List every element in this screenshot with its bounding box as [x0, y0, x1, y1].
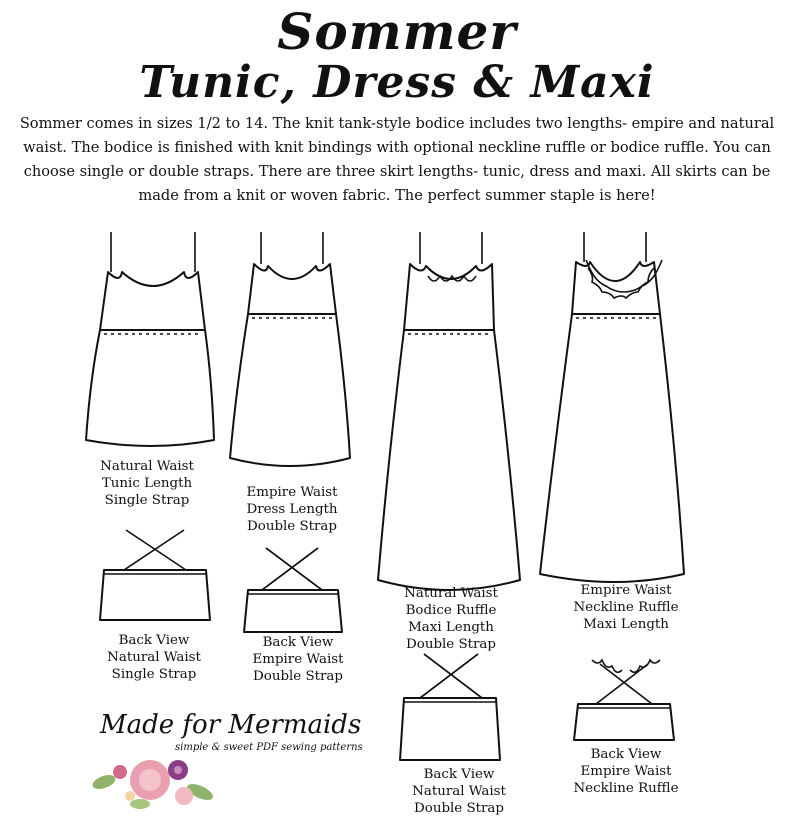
caption-back-natural-double: Back View Natural Waist Double Strap — [412, 767, 506, 816]
caption-tunic: Natural Waist Tunic Length Single Strap — [100, 459, 194, 508]
back-natural-double-illustration — [400, 654, 500, 760]
maxi-bodice-ruffle-illustration — [378, 232, 520, 590]
tunic-front-illustration — [86, 232, 214, 446]
caption-back-natural-single: Back View Natural Waist Single Strap — [107, 633, 201, 682]
back-empire-double-illustration — [244, 548, 342, 632]
maxi-neckline-ruffle-illustration — [540, 232, 684, 582]
pattern-title: Sommer — [277, 2, 517, 61]
pattern-subtitle: Tunic, Dress & Maxi — [139, 57, 655, 108]
brand-tagline: simple & sweet PDF sewing patterns — [175, 742, 363, 753]
caption-dress: Empire Waist Dress Length Double Strap — [246, 485, 338, 534]
caption-maxi-bodice-ruffle: Natural Waist Bodice Ruffle Maxi Length Double Strap — [404, 586, 498, 652]
back-natural-single-illustration — [100, 530, 210, 620]
caption-back-empire-ruffle: Back View Empire Waist Neckline Ruffle — [573, 747, 679, 796]
brand-logo-text: Made for Mermaids — [100, 710, 362, 740]
back-empire-ruffle-illustration — [574, 660, 674, 740]
caption-back-empire-double: Back View Empire Waist Double Strap — [252, 635, 344, 684]
caption-maxi-neckline-ruffle: Empire Waist Neckline Ruffle Maxi Length — [573, 583, 679, 632]
dress-front-illustration — [230, 232, 350, 466]
floral-logo-graphic — [91, 760, 216, 809]
pattern-description: Sommer comes in sizes 1/2 to 14. The knit tank-style bodice includes two lengths- empire and natural waist. The bodice is finished with knit bindings with optional neckline ruffle or bodice ruffle. You can choose single or double straps. There are three skirt lengths- tunic, dress and maxi. All skirts can be made from a knit or woven fabric. The perfect summer staple is here! — [19, 115, 775, 204]
